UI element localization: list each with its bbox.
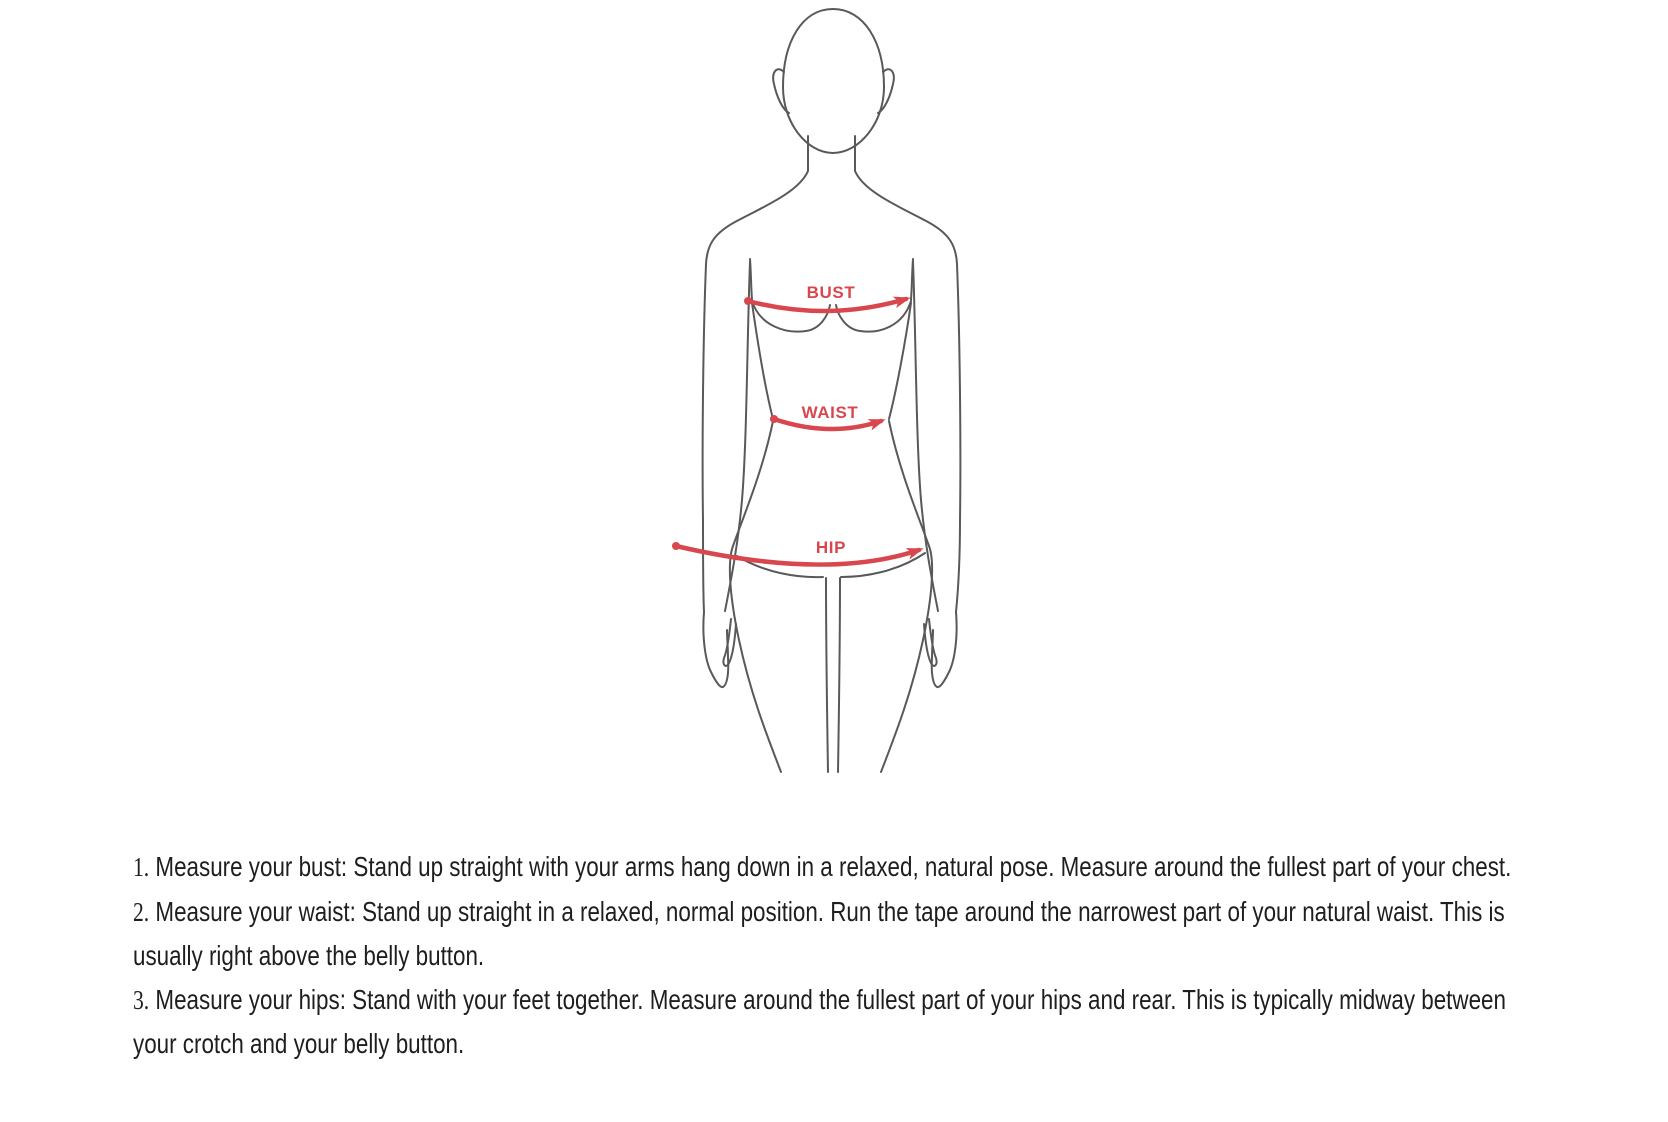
figure-neck-shoulder-arm-right [855,136,960,612]
figure-inner-thigh-right [838,578,840,772]
instruction-number: 1. [133,852,150,882]
instruction-number: 2. [133,896,150,927]
figure-hand-left [703,612,728,687]
measurement-marks [676,283,919,565]
figure-head [783,9,884,153]
hip-label: HIP [815,538,847,557]
bust-label: BUST [806,283,856,302]
measurement-instructions [133,845,1525,1066]
figure-ear-right [878,69,894,113]
figure-outline [703,9,961,772]
figure-torso-side-left [752,303,773,419]
instruction-item-hips [133,978,1525,1066]
figure-inner-thigh-left [826,578,828,772]
instruction-text: Measure your waist: Stand up straight in a relaxed, normal position. Run the tape around the narrowest part of your natural waist. This is usually right above the belly button. [133,895,1505,971]
instruction-item-bust [133,845,1525,890]
figure-ear-left [773,69,789,113]
figure-hand-right [932,612,957,687]
figure-neck-shoulder-arm-left [703,136,808,612]
instruction-text: Measure your hips: Stand with your feet together. Measure around the fullest part of your hips and rear. This is typically midway between your crotch and your belly button. [133,983,1506,1059]
figure-hand-left-thumb [723,619,736,666]
instruction-item-waist [133,890,1525,978]
instruction-number: 3. [133,984,150,1015]
hip-measure-line [676,546,919,565]
instruction-text: Measure your bust: Stand up straight with your arms hang down in a relaxed, natural pose. Measure around the fullest part of your chest. [155,851,1512,882]
waist-label: WAIST [801,403,859,422]
figure-hip-thigh-right [881,421,932,772]
figure-hip-thigh-left [730,421,781,772]
